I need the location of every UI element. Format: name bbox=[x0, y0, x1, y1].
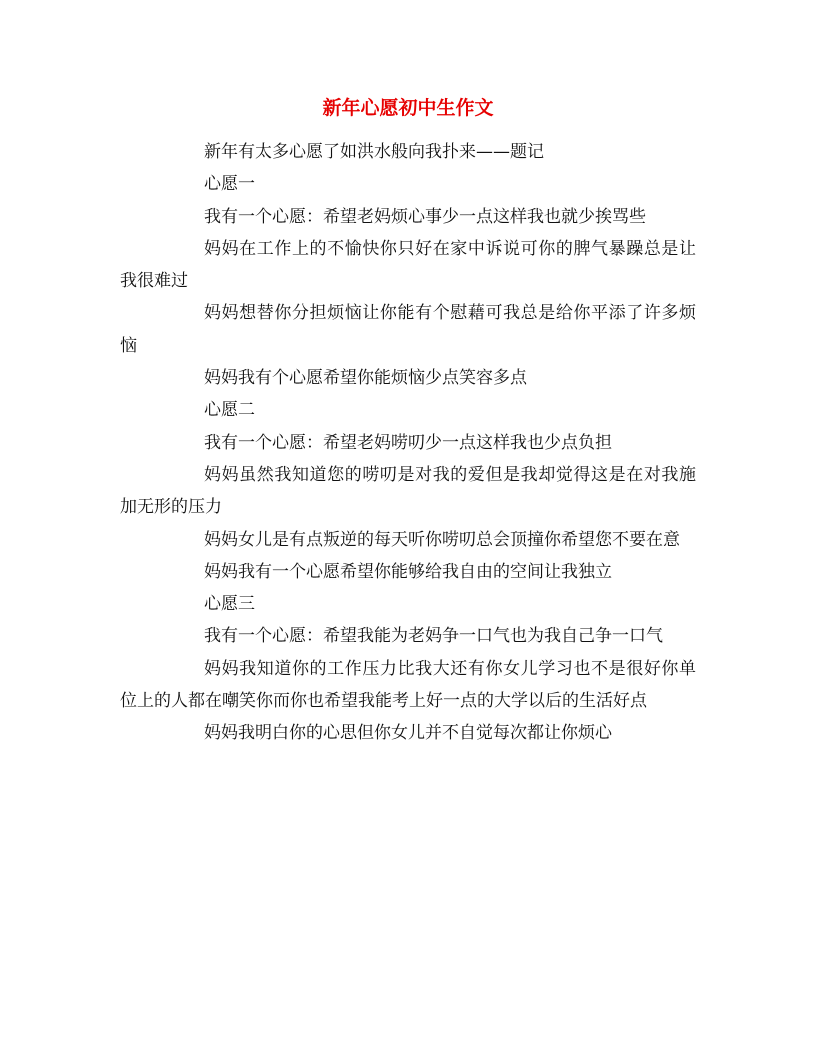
paragraph-heading-wish-1: 心愿一 bbox=[204, 174, 255, 195]
page-title: 新年心愿初中生作文 bbox=[322, 97, 494, 119]
paragraph-heading-wish-3: 心愿三 bbox=[204, 594, 255, 615]
paragraph: 妈妈我有个心愿希望你能烦恼少点笑容多点 bbox=[204, 368, 527, 389]
essay-body bbox=[120, 136, 696, 750]
paragraph: 妈妈我知道你的工作压力比我大还有你女儿学习也不是很好你单位上的人都在嘲笑你而你也希望我能考上好一点的大学以后的生活好点 bbox=[120, 658, 696, 712]
paragraph: 妈妈在工作上的不愉快你只好在家中诉说可你的脾气暴躁总是让我很难过 bbox=[120, 238, 696, 292]
paragraph: 妈妈虽然我知道您的唠叨是对我的爱但是我却觉得这是在对我施加无形的压力 bbox=[120, 464, 696, 518]
paragraph: 我有一个心愿：希望老妈唠叨少一点这样我也少点负担 bbox=[204, 432, 612, 453]
paragraph-epigraph: 新年有太多心愿了如洪水般向我扑来——题记 bbox=[204, 142, 544, 162]
paragraph: 我有一个心愿：希望老妈烦心事少一点这样我也就少挨骂些 bbox=[204, 206, 646, 227]
paragraph: 妈妈女儿是有点叛逆的每天听你唠叨总会顶撞你希望您不要在意 bbox=[204, 529, 680, 550]
paragraph: 我有一个心愿：希望我能为老妈争一口气也为我自己争一口气 bbox=[204, 626, 663, 647]
paragraph: 妈妈我明白你的心思但你女儿并不自觉每次都让你烦心 bbox=[204, 723, 612, 744]
paragraph: 妈妈想替你分担烦恼让你能有个慰藉可我总是给你平添了许多烦恼 bbox=[120, 303, 696, 356]
paragraph-heading-wish-2: 心愿二 bbox=[204, 400, 255, 421]
paragraph: 妈妈我有一个心愿希望你能够给我自由的空间让我独立 bbox=[204, 561, 612, 582]
